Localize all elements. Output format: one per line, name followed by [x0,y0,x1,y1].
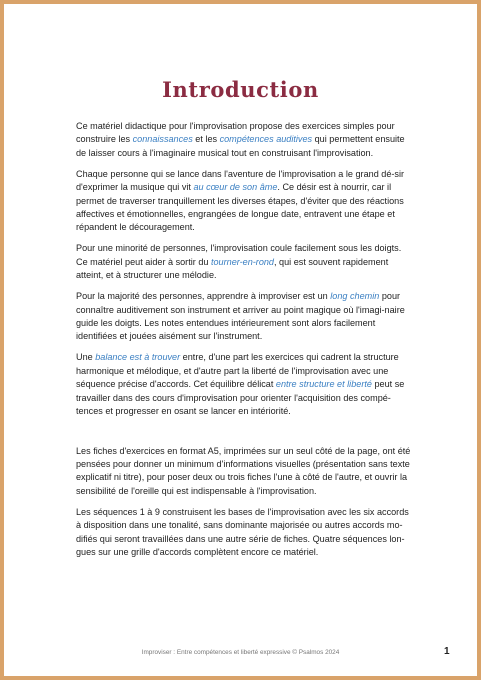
paragraph-5 [76,351,411,418]
page-title: Introduction [162,77,319,102]
highlight-term: compétences auditives [219,134,313,145]
paragraph-3 [76,242,411,282]
highlight-term: balance est à trouver [95,352,181,363]
text-run: Les séquences 1 à 9 construisent les bases de l'improvisation avec les six accords à disposition dans une tonalité, sans dominante majorisée ou autres accords mo-difiés qui seront travaillées dans une autre série de fiches. Quatre séquences lon-gues sur une grille d'accords complètent encore ce matériel. [76,506,409,557]
text-run: qui permettent ensuite de laisser cours à l'imaginaire musical tout en construisant l'improvisation. [76,134,405,158]
text-run: Une [76,352,96,363]
text-run: Pour la majorité des personnes, apprendre à improviser est un [76,291,331,302]
highlight-term: long chemin [330,291,380,302]
highlight-term: connaissances [132,134,193,145]
paragraph-2 [76,168,411,235]
document-page [4,4,477,676]
text-run: entre, d'une part les exercices qui cadrent la structure harmonique et mélodique, et d'autre part la liberté de l'improvisation avec une séquence précise d'accords. Cet équilibre délicat [76,352,399,390]
text-run: Chaque personne qui se lance dans l'aventure de l'improvisation a le grand dé-sir d'exprimer la musique qui vit [76,168,405,193]
highlight-term: au cœur de son âme [193,182,278,193]
paragraph-7 [76,506,411,560]
page-footer: Improviser : Entre compétences et liberté expressive © Psalmos 2024 [141,649,340,656]
highlight-term: tourner-en-rond [210,256,274,267]
paragraph-4 [76,290,411,344]
text-run: pour connaître auditivement son instrument et arriver au point magique où l'imagi-naire guide les doigts. Les notes entendues intérieurement sont alors facilement identifiées et jouées aisément sur l'instrument. [76,291,405,342]
text-run: , qui est souvent rapidement atteint, et à structurer une mélodie. [76,256,389,281]
text-run: Ce matériel didactique pour l'improvisation propose des exercices simples pour construire les [76,121,395,145]
body-text [76,120,411,567]
highlight-term: entre structure et liberté [275,379,372,390]
text-run: et les [192,134,220,145]
paragraph-1 [76,120,411,160]
paragraph-6 [76,445,411,499]
text-run: . Ce désir est à nourrir, car il permet de traverser tranquillement les diverses étapes, d'éviter que des réactions affectives et émotionnelles, engrangées de longue date, entravent une étape et répandent le découragement. [76,182,404,233]
page-number: 1 [444,646,450,657]
text-run: Les fiches d'exercices en format A5, imprimées sur un seul côté de la page, ont été pensées pour donner un minimum d'informations visuelles (présentation sans texte explicatif ni titre), pour poser deux ou trois fiches l'une à côté de l'autre, et ouvrir la sensibilité de l'oreille qui est indispensable à l'improvisation. [76,445,411,496]
text-run: Pour une minorité de personnes, l'improvisation coule facilement sous les doigts. Ce matériel peut aider à sortir du [76,243,402,267]
text-run: peut se travailler dans des cours d'improvisation pour orienter l'acquisition des compé-tences et progresser en osant se lancer en intériorité. [76,379,405,417]
